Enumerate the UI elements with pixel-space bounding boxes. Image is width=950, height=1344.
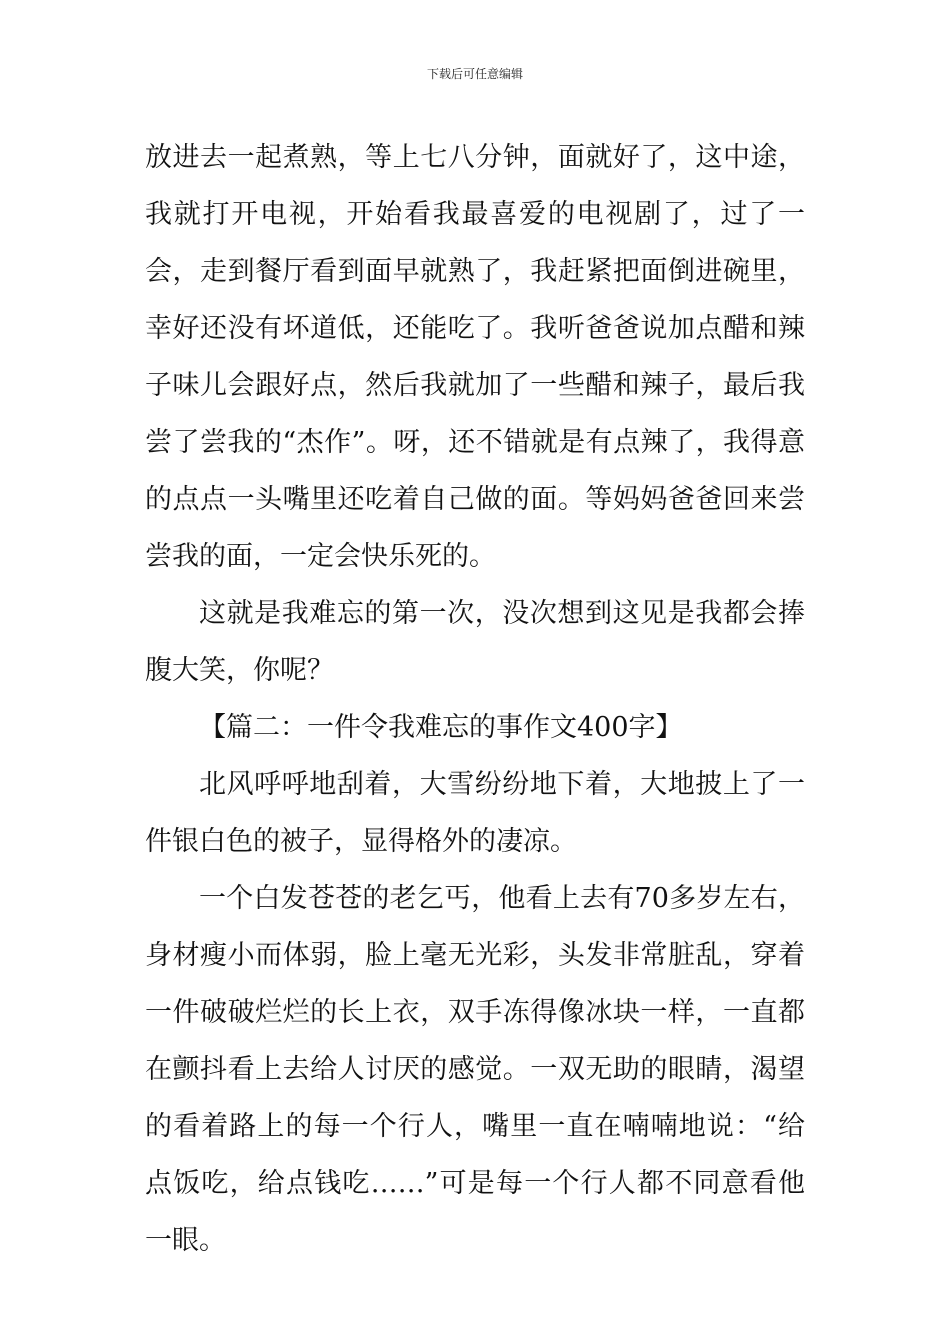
document-body xyxy=(145,129,805,1269)
paragraph-unforgettable-first-time: 这就是我难忘的第一次，没次想到这见是我都会捧腹大笑，你呢？ xyxy=(145,598,805,686)
paragraph-old-beggar: 一个白发苍苍的老乞丐，他看上去有70多岁左右，身材瘦小而体弱，脸上毫无光彩，头发非常脏乱，穿着一件破破烂烂的长上衣，双手冻得像冰块一样，一直都在颤抖看上去给人讨厌的感觉。一双无助的眼睛，渴望的看着路上的每一个行人，嘴里一直在喃喃地说：“给点饭吃，给点钱吃……”可是每一个行人都不同意看他一眼。 xyxy=(145,883,805,1256)
page-header: 下载后可任意编辑 xyxy=(426,67,523,81)
section-heading-part-two: 【篇二：一件令我难忘的事作文400字】 xyxy=(199,712,683,743)
paragraph-north-wind: 北风呼呼地刮着，大雪纷纷地下着，大地披上了一件银白色的被子，显得格外的凄凉。 xyxy=(145,769,805,857)
paragraph-cooking-noodles: 放进去一起煮熟，等上七八分钟，面就好了，这中途，我就打开电视，开始看我最喜爱的电视剧了，过了一会，走到餐厅看到面早就熟了，我赶紧把面倒进碗里，幸好还没有坏道低，还能吃了。我听爸爸说加点醋和辣子味儿会跟好点，然后我就加了一些醋和辣子，最后我尝了尝我的“杰作”。呀，还不错就是有点辣了，我得意的点点一头嘴里还吃着自己做的面。等妈妈爸爸回来尝尝我的面，一定会快乐死的。 xyxy=(145,142,805,572)
